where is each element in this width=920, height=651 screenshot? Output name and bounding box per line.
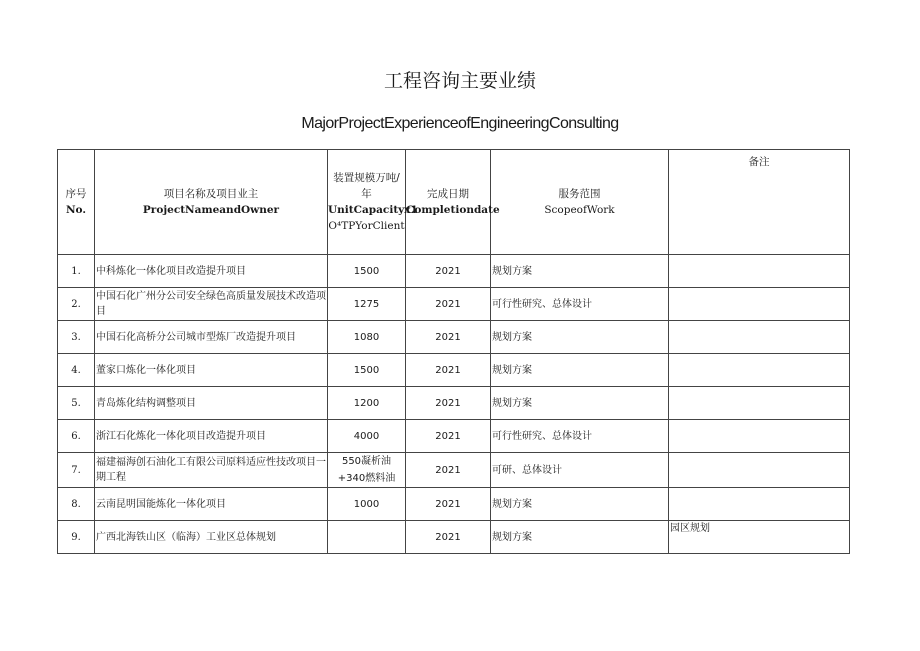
row-no: 7. [58,453,95,488]
table-row [58,321,850,354]
row-note [669,387,850,420]
row-capacity: 1000 [328,488,406,521]
row-project: 中科炼化一体化项目改造提升项目 [95,255,328,288]
row-project: 中国石化广州分公司安全绿色高质量发展技术改造项目 [95,288,328,321]
row-capacity [328,453,406,488]
row-capacity [328,521,406,554]
row-capacity: 1080 [328,321,406,354]
header-note-text: 备注 [748,156,770,168]
header-note [669,150,850,255]
row-scope: 规划方案 [491,387,669,420]
row-note [669,354,850,387]
row-scope: 规划方案 [491,255,669,288]
row-capacity: 4000 [328,420,406,453]
row-scope: 规划方案 [491,321,669,354]
header-date [406,150,500,255]
header-capacity-cn-1: 装置规模万吨/ [333,172,400,184]
row-capacity: 1500 [328,255,406,288]
header-project-cn: 项目名称及项目业主 [163,188,259,200]
header-seq-cn: 序号 [65,188,87,200]
row-date: 2021 [406,488,491,521]
header-project-en: ProjectNameandOwner [142,204,280,216]
header-date-cn: 完成日期 [427,188,469,200]
row-project: 青岛炼化结构调整项目 [95,387,328,420]
row-no: 6. [58,420,95,453]
row-project: 福建福海创石油化工有限公司原料适应性技改项目一期工程 [95,453,328,488]
header-scope [491,150,669,255]
row-no: 2. [58,288,95,321]
row-capacity: 1200 [328,387,406,420]
row-no: 4. [58,354,95,387]
row-date: 2021 [406,288,491,321]
table-row [58,255,850,288]
row-no: 5. [58,387,95,420]
header-capacity-cn-2: 年 [361,188,372,200]
row-capacity-line-2: +340燃料油 [337,473,396,484]
header-seq-en: No. [65,204,87,216]
table-row [58,521,850,554]
row-date: 2021 [406,321,491,354]
header-capacity [328,150,418,255]
row-no: 1. [58,255,95,288]
experience-table [57,149,850,554]
row-no: 9. [58,521,95,554]
table-row [58,420,850,453]
row-capacity: 1275 [328,288,406,321]
row-scope: 规划方案 [491,521,669,554]
row-note [669,420,850,453]
page-subtitle: MajorProjectExperienceofEngineeringConsulting [301,115,619,132]
row-note [669,288,850,321]
row-scope: 可研、总体设计 [491,453,669,488]
row-scope: 可行性研究、总体设计 [491,288,669,321]
row-project: 云南昆明国能炼化一体化项目 [95,488,328,521]
row-date: 2021 [406,387,491,420]
row-note [669,453,850,488]
row-date: 2021 [406,521,491,554]
row-date: 2021 [406,354,491,387]
table-row [58,387,850,420]
table-row [58,288,850,321]
header-scope-en: ScopeofWork [544,204,615,216]
header-seq [58,150,95,255]
row-note: 园区规划 [669,521,850,554]
row-project: 浙江石化炼化一体化项目改造提升项目 [95,420,328,453]
header-date-en: Completiondate [406,204,500,216]
page-title: 工程咨询主要业绩 [383,70,536,92]
header-project [95,150,328,255]
row-note [669,488,850,521]
table-row [58,488,850,521]
row-scope: 规划方案 [491,488,669,521]
row-project: 广西北海铁山区（临海）工业区总体规划 [95,521,328,554]
row-project: 董家口炼化一体化项目 [95,354,328,387]
row-scope: 规划方案 [491,354,669,387]
row-note [669,255,850,288]
row-capacity-line-1: 550凝析油 [341,456,392,467]
row-date: 2021 [406,255,491,288]
row-date: 2021 [406,420,491,453]
table-header-row [58,150,850,255]
row-project: 中国石化高桥分公司城市型炼厂改造提升项目 [95,321,328,354]
row-no: 3. [58,321,95,354]
row-date: 2021 [406,453,491,488]
table-row [58,453,850,488]
row-scope: 可行性研究、总体设计 [491,420,669,453]
header-capacity-en-2: O⁴TPYorClient [328,220,405,232]
header-capacity-en-1: UnitCapacityx1 [328,204,418,216]
row-capacity: 1500 [328,354,406,387]
table-row [58,354,850,387]
row-note [669,321,850,354]
header-scope-cn: 服务范围 [558,188,601,200]
row-no: 8. [58,488,95,521]
